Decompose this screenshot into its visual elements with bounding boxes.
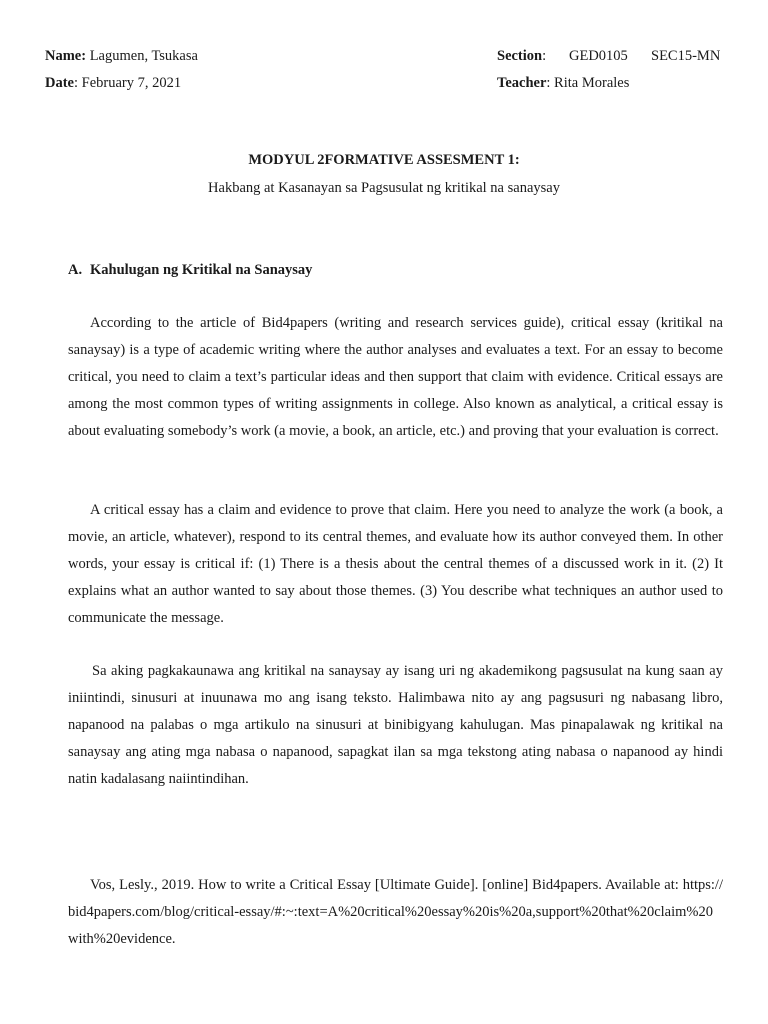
section-class: SEC15-MN: [651, 48, 721, 64]
section-a-marker: A.: [68, 262, 83, 278]
paragraph-1: According to the article of Bid4papers (writing and research services guide), critical essay (kritikal na sanaysay) is a type of academic writing where the author analyses and evaluates a text. For an essay to become critical, you need to claim a text’s particular ideas and then support that claim with evidence. Critical essays are among the most common types of writing assignments in college. Also known as analytical, a critical essay is about evaluating somebody’s work (a movie, a book, an article, etc.) and proving that your evaluation is correct.: [68, 315, 723, 439]
teacher-info: [497, 74, 629, 92]
section-info: [497, 47, 546, 65]
date-value: : February 7, 2021: [74, 75, 182, 91]
reference-citation: Vos, Lesly., 2019. How to write a Critical Essay [Ultimate Guide]. [online] Bid4papers. Available at: https://bid4papers.com/blog/critical-essay/#:~:text=A%20critical%20essay%20is%20a,support%20that%20claim%20with%20evidence.: [68, 877, 723, 947]
section-a-heading: [68, 262, 312, 279]
submission-date: [45, 74, 181, 92]
section-colon: :: [542, 48, 547, 64]
teacher-label: Teacher: [497, 75, 547, 91]
teacher-value: : Rita Morales: [546, 75, 630, 91]
document-subtitle: Hakbang at Kasanayan sa Pagsusulat ng kritikal na sanaysay: [208, 180, 560, 196]
paragraph-2: A critical essay has a claim and evidence to prove that claim. Here you need to analyze the work (a book, a movie, an article, whatever), respond to its central themes, and evaluate how its author conveyed them. In other words, your essay is critical if: (1) There is a thesis about the central themes of a discussed work in it. (2) It explains what an author wanted to say about those themes. (3) You describe what techniques an author used to communicate the message.: [68, 502, 723, 626]
document-title: MODYUL 2FORMATIVE ASSESMENT 1:: [248, 152, 520, 168]
name-label: Name:: [45, 48, 87, 64]
date-label: Date: [45, 75, 74, 91]
section-label: Section: [497, 48, 543, 64]
section-a-title: Kahulugan ng Kritikal na Sanaysay: [90, 262, 313, 278]
paragraph-3: Sa aking pagkakaunawa ang kritikal na sanaysay ay isang uri ng akademikong pagsusulat na kung saan ay iniintindi, sinusuri at inuunawa mo ang isang teksto. Halimbawa nito ay ang pagsusuri ng nabasang libro, napanood na palabas o mga artikulo na sinusuri at binibigyang kahulugan. Mas pinapalawak ng kritikal na sanaysay ang ating mga nabasa o napanood, sapagkat ilan sa mga tekstong ating nabasa o napanood ay hindi natin kadalasang naiintindihan.: [68, 663, 723, 787]
name-value: Lagumen, Tsukasa: [86, 48, 198, 64]
section-code: GED0105: [569, 48, 628, 64]
student-name: [45, 47, 198, 65]
